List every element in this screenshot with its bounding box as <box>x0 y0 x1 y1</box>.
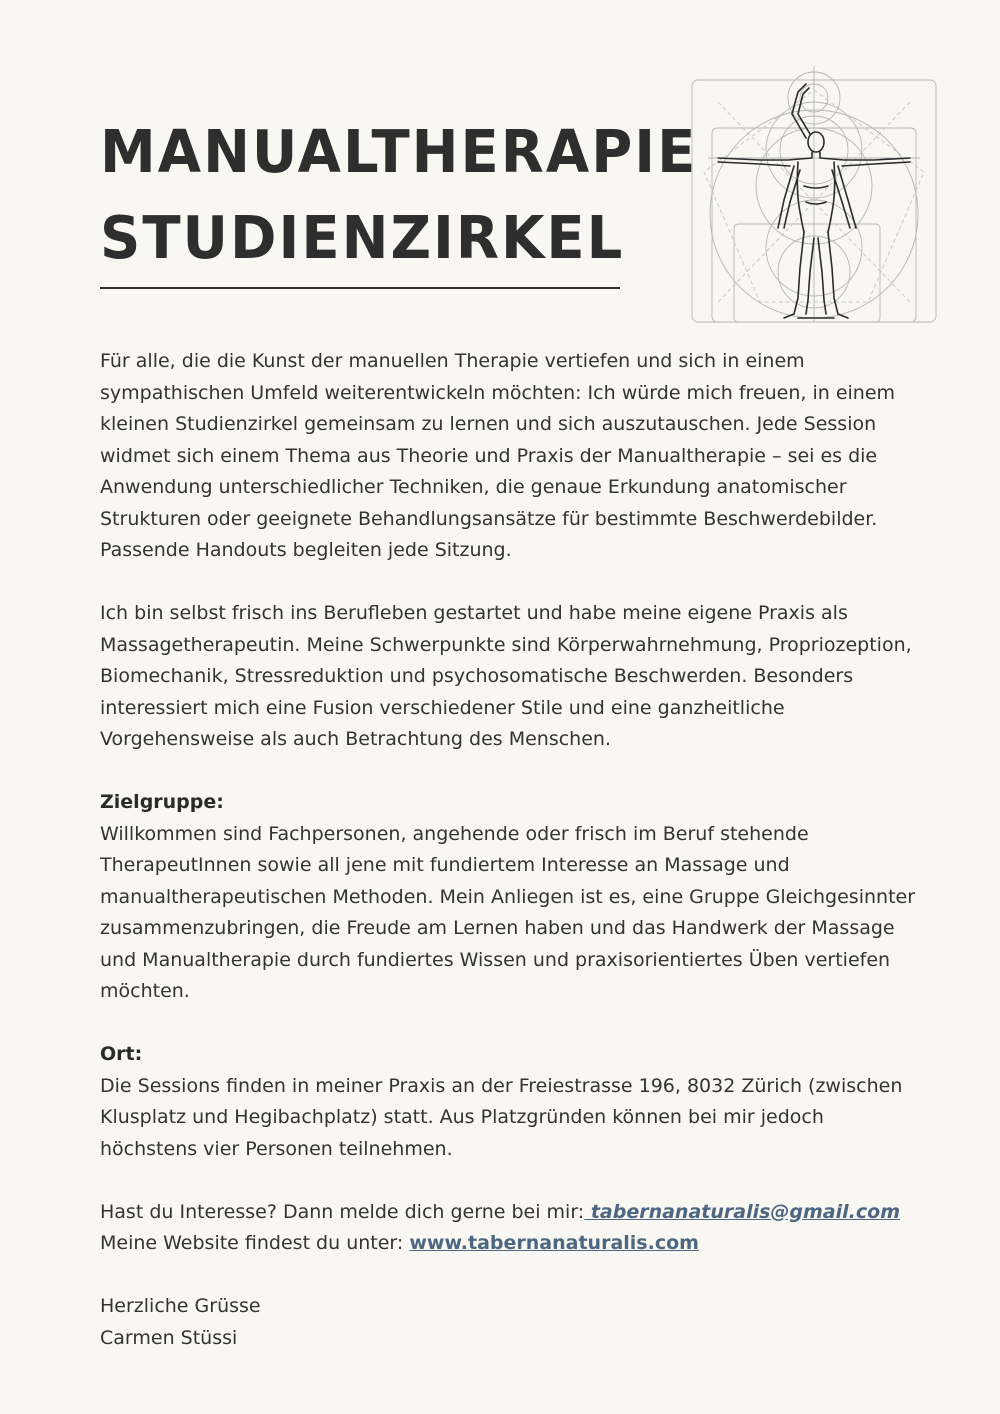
website-link[interactable]: www.tabernanaturalis.com <box>409 1232 699 1254</box>
title-line-2: STUDIENZIRKEL <box>100 204 625 273</box>
vitruvian-man-illustration <box>688 62 940 324</box>
about-paragraph: Ich bin selbst frisch ins Berufleben gestartet und habe meine eigene Praxis als Massagetherapeutin. Meine Schwerpunkte sind Körperwahrnehmung, Propriozeption, Biomechanik, Stressreduktion und psychosomatische Beschwerden. Besonders interessiert mich eine Fusion verschiedener Stile und eine ganzheitliche Vorgehensweise als auch Betrachtung des Menschen. <box>100 602 912 750</box>
greeting: Herzliche Grüsse <box>100 1295 261 1317</box>
page-title <box>100 110 697 282</box>
target-label: Zielgruppe: <box>100 791 224 813</box>
email-link[interactable]: tabernanaturalis@gmail.com <box>584 1200 900 1223</box>
signoff <box>100 1291 920 1354</box>
author-name: Carmen Stüssi <box>100 1326 238 1349</box>
title-divider <box>100 287 620 289</box>
location-section <box>100 1039 920 1165</box>
document-body <box>100 346 920 1386</box>
location-text: Die Sessions finden in meiner Praxis an der Freiestrasse 196, 8032 Zürich (zwischen Klusplatz und Hegibachplatz) statt. Aus Platzgründen können bei mir jedoch höchstens vier Personen teilnehmen. <box>100 1074 903 1160</box>
title-line-1: MANUALTHERAPIE <box>100 118 698 187</box>
target-text: Willkommen sind Fachpersonen, angehende oder frisch im Beruf stehende TherapeutInnen sowie all jene mit fundiertem Interesse an Massage und manualtherapeutischen Methoden. Mein Anliegen ist es, eine Gruppe Gleichgesinnter zusammenzubringen, die Freude am Lernen haben und das Handwerk der Massage und Manualtherapie durch fundiertes Wissen und praxisorientiertes Üben vertiefen möchten. <box>100 822 916 1002</box>
intro-paragraph: Für alle, die die Kunst der manuellen Therapie vertiefen und sich in einem sympathischen Umfeld weiterentwickeln möchten: Ich würde mich freuen, in einem kleinen Studienzirkel gemeinsam zu lernen und sich auszutauschen. Jede Session widmet sich einem Thema aus Theorie und Praxis der Manualtherapie – sei es die Anwendung unterschiedlicher Techniken, die genaue Erkundung anatomischer Strukturen oder geeignete Behandlungsansätze für bestimmte Beschwerdebilder. Passende Handouts begleiten jede Sitzung. <box>100 350 896 561</box>
target-section <box>100 787 920 1008</box>
interest-text: Hast du Interesse? Dann melde dich gerne bei mir: <box>100 1200 585 1223</box>
website-text: Meine Website findest du unter: <box>100 1232 404 1254</box>
contact-section <box>100 1197 920 1260</box>
location-label: Ort: <box>100 1043 143 1065</box>
